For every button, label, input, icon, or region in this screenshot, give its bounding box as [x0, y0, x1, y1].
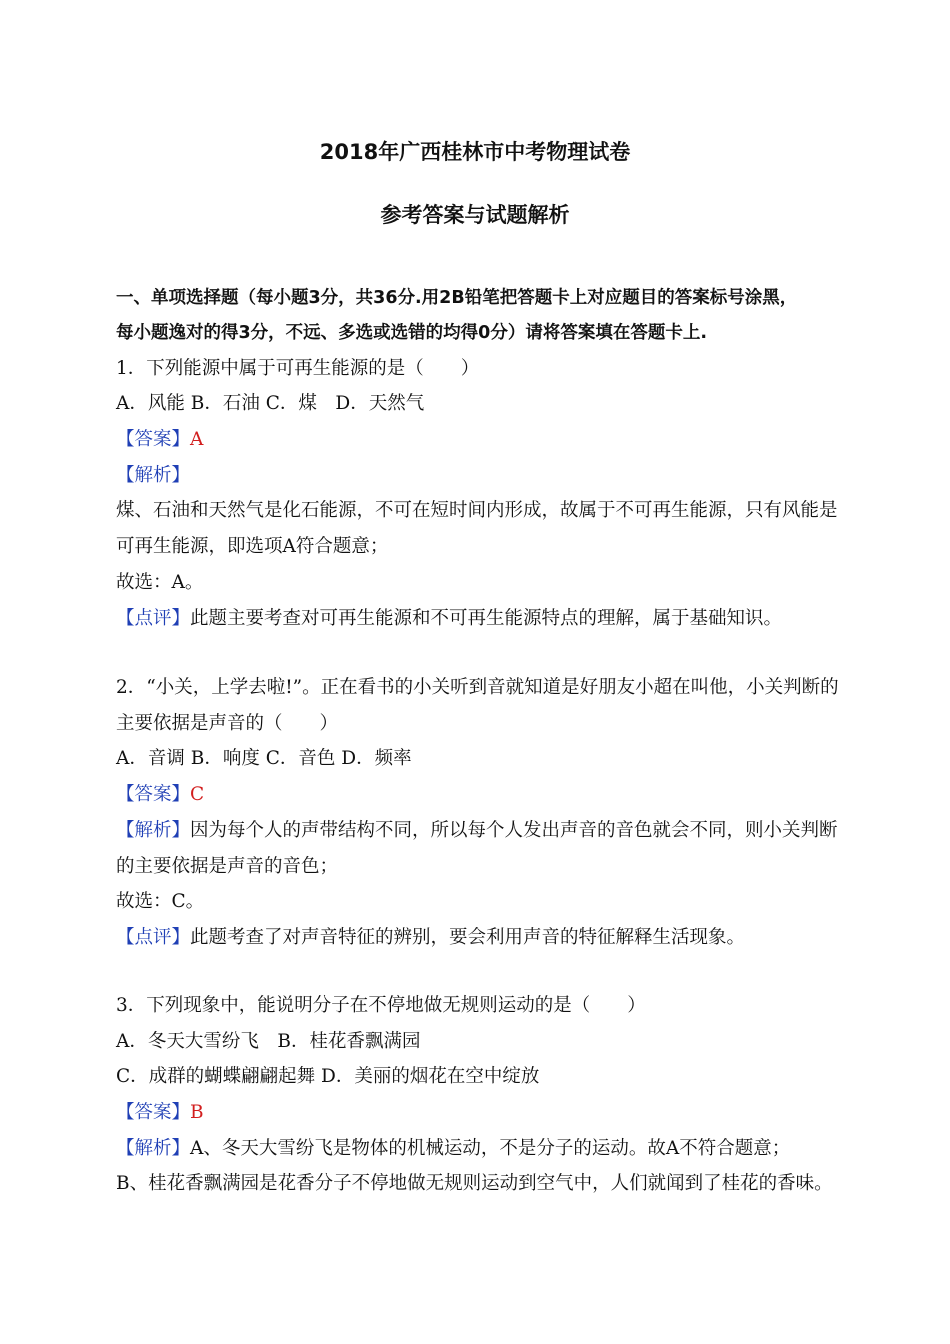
document-subtitle: 参考答案与试题解析 [380, 203, 570, 227]
q3-analysis-row [116, 1136, 790, 1162]
q2-answer: C [190, 784, 205, 805]
q1-options: A．风能 B．石油 C．煤 D．天然气 [116, 393, 425, 414]
q3-answer: B [190, 1102, 204, 1123]
q2-analysis-row [116, 818, 838, 844]
q1-answer: A [190, 429, 204, 450]
q2-analysis-line-1: 因为每个人的声带结构不同，所以每个人发出声音的音色就会不同，则小关判断 [190, 820, 838, 841]
q1-comment-row [116, 606, 782, 632]
q2-analysis-line-2: 的主要依据是声音的音色； [116, 856, 339, 877]
section-heading-line-1: 一、单项选择题（每小题3分，共36分.用2B铅笔把答题卡上对应题目的答案标号涂黑， [116, 288, 798, 308]
answer-tag: 【答案】 [116, 1102, 191, 1123]
q3-options-line-1: A．冬天大雪纷飞 B．桂花香飘满园 [116, 1031, 421, 1052]
q2-answer-row [116, 782, 204, 808]
comment-tag: 【点评】 [116, 927, 191, 948]
q1-analysis-line-1: 煤、石油和天然气是化石能源，不可在短时间内形成，故属于不可再生能源，只有风能是 [116, 500, 838, 521]
analysis-tag: 【解析】 [116, 1138, 191, 1159]
q2-comment-row [116, 925, 745, 951]
q2-stem-line-1: 2．“小关，上学去啦!”。正在看书的小关听到音就知道是好朋友小超在叫他，小关判断的 [116, 677, 839, 698]
q2-stem-line-2: 主要依据是声音的（ ） [116, 713, 339, 734]
q1-analysis-tag: 【解析】 [116, 465, 191, 486]
q3-answer-row [116, 1100, 204, 1126]
q1-stem: 1．下列能源中属于可再生能源的是（ ） [116, 358, 480, 379]
q1-comment: 此题主要考查对可再生能源和不可再生能源特点的理解，属于基础知识。 [190, 608, 783, 629]
q1-analysis-line-2: 可再生能源，即选项A符合题意； [116, 536, 389, 557]
q1-answer-row [116, 427, 203, 453]
q3-stem: 3．下列现象中，能说明分子在不停地做无规则运动的是（ ） [116, 995, 646, 1016]
answer-tag: 【答案】 [116, 784, 191, 805]
section-heading-line-2: 每小题逸对的得3分，不远、多选或选错的均得0分）请将答案填在答题卡上. [116, 323, 707, 343]
q2-choice: 故选：C。 [116, 891, 205, 912]
answer-tag: 【答案】 [116, 429, 191, 450]
comment-tag: 【点评】 [116, 608, 191, 629]
analysis-tag: 【解析】 [116, 820, 191, 841]
q3-options-line-2: C．成群的蝴蝶翩翩起舞 D．美丽的烟花在空中绽放 [116, 1066, 540, 1087]
q2-options: A．音调 B．响度 C．音色 D．频率 [116, 748, 412, 769]
document-title: 2018年广西桂林市中考物理试卷 [319, 140, 631, 164]
q1-choice: 故选：A。 [116, 572, 204, 593]
q2-comment: 此题考查了对声音特征的辨别，要会利用声音的特征解释生活现象。 [190, 927, 746, 948]
q3-analysis-line-1: A、冬天大雪纷飞是物体的机械运动，不是分子的运动。故A不符合题意； [190, 1138, 791, 1159]
q3-analysis-line-2: B、桂花香飘满园是花香分子不停地做无规则运动到空气中，人们就闻到了桂花的香味。 [116, 1173, 833, 1194]
